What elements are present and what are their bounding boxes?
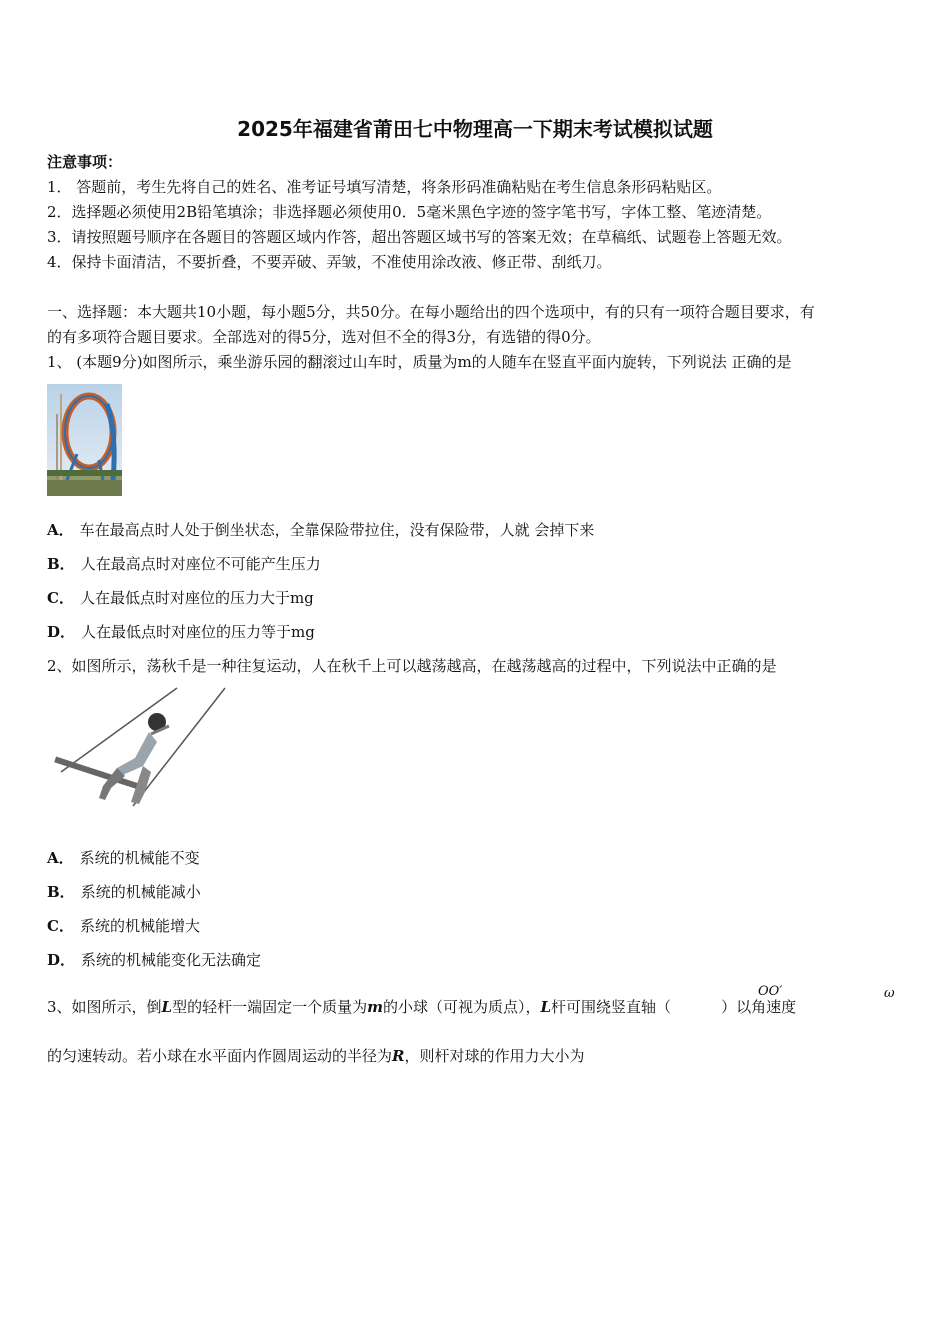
stem-text: 的匀速转动。若小球在水平面内作圆周运动的半径为: [47, 1047, 393, 1065]
option-text: 人在最低点时对座位的压力等于mg: [81, 623, 315, 641]
question-1-stem: 1、 (本题9分)如图所示，乘坐游乐园的翻滚过山车时，质量为m的人随车在竖直平面内旋转，下列说法 正确的是: [47, 353, 792, 371]
notice-item: 4．保持卡面清洁，不要折叠，不要弄破、弄皱，不准使用涂改液、修正带、刮纸刀。: [47, 253, 612, 271]
axis-symbol: OO′: [758, 984, 783, 999]
question-3-stem-line2: [47, 1046, 585, 1066]
option-letter: B．: [47, 555, 75, 573]
option-letter: C．: [47, 589, 74, 607]
option-text: 车在最高点时人处于倒坐状态，全靠保险带拉住，没有保险带，人就 会掉下来: [79, 521, 595, 539]
section-intro-line1: 一、选择题：本大题共10小题，每小题5分，共50分。在每小题给出的四个选项中，有的只有一项符合题目要求，有: [47, 303, 815, 321]
option-text: 系统的机械能不变: [79, 849, 200, 867]
option-text: 系统的机械能增大: [79, 917, 200, 935]
math-symbol-L: L: [540, 998, 552, 1016]
option-text: 人在最高点时对座位不可能产生压力: [80, 555, 321, 573]
section-intro-line2: 的有多项符合题目要求。全部选对的得5分，选对但不全的得3分，有选错的得0分。: [47, 328, 601, 346]
swing-image: [47, 686, 227, 811]
option-letter: D．: [47, 951, 76, 969]
option-text: 系统的机械能减小: [80, 883, 201, 901]
notice-item: 3．请按照题号顺序在各题目的答题区域内作答，超出答题区域书写的答案无效；在草稿纸、试题卷上答题无效。: [47, 228, 792, 246]
option-letter: A．: [47, 849, 74, 867]
stem-text: 杆可围绕竖直轴（: [551, 998, 672, 1016]
question-3-stem-line1: [47, 997, 796, 1017]
option-letter: D．: [47, 623, 76, 641]
question-2-stem: 2、如图所示，荡秋千是一种往复运动，人在秋千上可以越荡越高，在越荡越高的过程中，下列说法中正确的是: [47, 657, 777, 675]
notice-heading: 注意事项：: [47, 153, 123, 171]
question-1-option-c: [47, 588, 314, 608]
stem-text: ，则杆对球的作用力大小为: [404, 1047, 585, 1065]
math-symbol-m: m: [367, 998, 383, 1016]
notice-item: 1． 答题前，考生先将自己的姓名、准考证号填写清楚，将条形码准确粘贴在考生信息条形码粘贴区。: [47, 178, 722, 196]
stem-text: 型的轻杆一端固定一个质量为: [172, 998, 368, 1016]
question-1-option-b: [47, 554, 321, 574]
question-2-option-b: [47, 882, 201, 902]
stem-text: 的小球（可视为质点），: [382, 998, 541, 1016]
question-2-option-c: [47, 916, 200, 936]
stem-text: ）以角速度: [721, 998, 797, 1016]
question-1-option-d: [47, 622, 315, 642]
question-2-option-d: [47, 950, 261, 970]
omega-symbol: ω: [884, 986, 895, 1001]
roller-coaster-icon: [47, 384, 122, 496]
math-symbol-R: R: [392, 1047, 405, 1065]
option-text: 人在最低点时对座位的压力大于mg: [79, 589, 314, 607]
stem-text: 3、如图所示，倒: [47, 998, 162, 1016]
page-title: 2025年福建省莆田七中物理高一下期末考试模拟试题: [237, 117, 713, 141]
question-2-option-a: [47, 848, 200, 868]
question-1-option-a: [47, 520, 594, 540]
option-letter: A．: [47, 521, 74, 539]
option-letter: C．: [47, 917, 74, 935]
math-symbol-L: L: [161, 998, 173, 1016]
notice-item: 2．选择题必须使用2B铅笔填涂；非选择题必须使用0．5毫米黑色字迹的签字笔书写，字体工整、笔迹清楚。: [47, 203, 772, 221]
option-text: 系统的机械能变化无法确定: [81, 951, 262, 969]
option-letter: B．: [47, 883, 75, 901]
swing-icon: [47, 686, 227, 811]
roller-coaster-image: [47, 384, 122, 496]
